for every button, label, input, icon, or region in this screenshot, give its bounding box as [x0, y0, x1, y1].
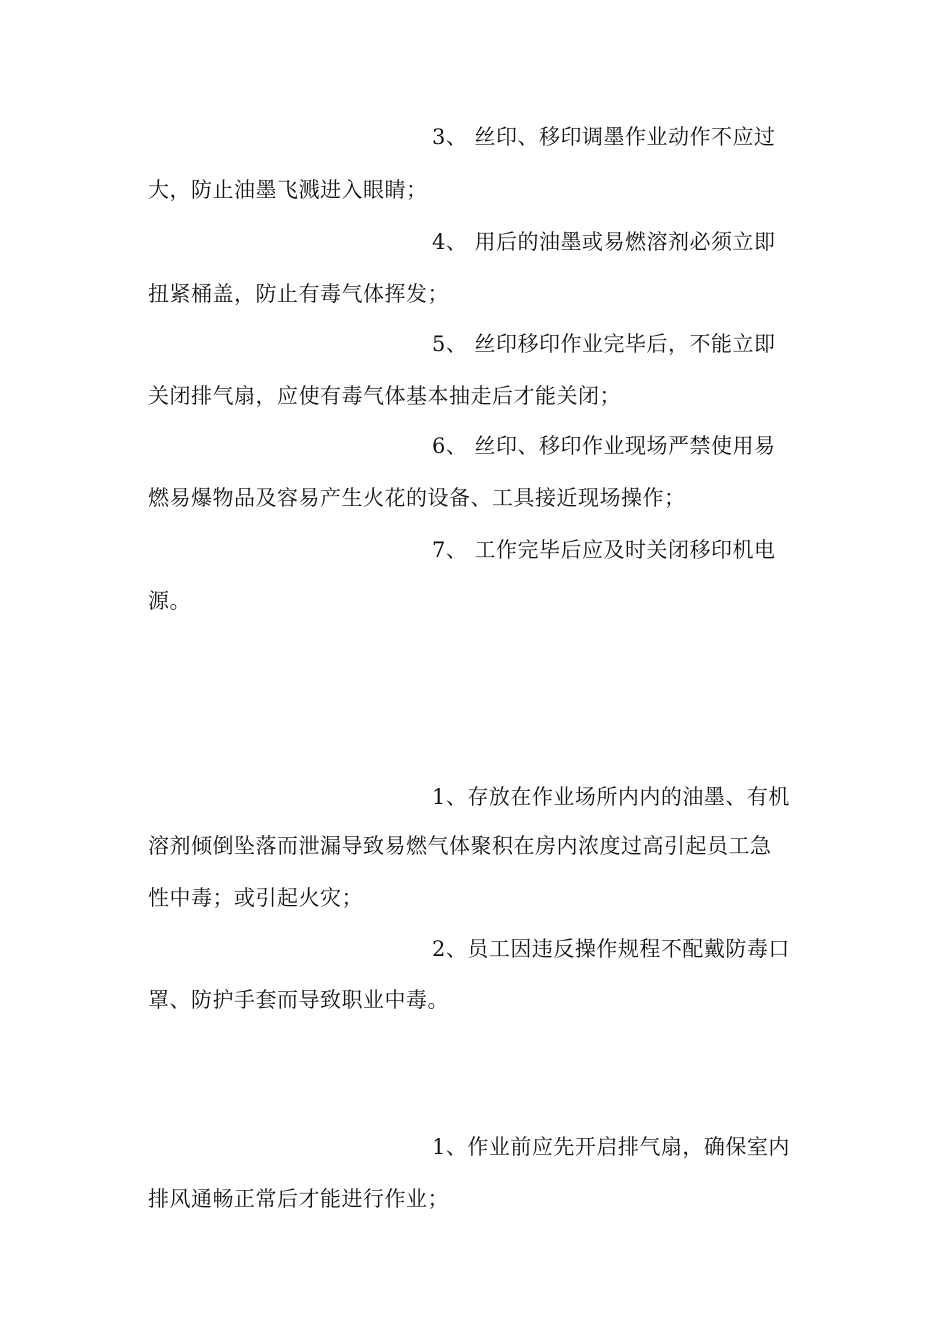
item-7-line-2: 源。 [148, 589, 191, 613]
hazard-2-line-2: 罩、防护手套而导致职业中毒。 [148, 988, 449, 1012]
item-3-line-1: 3、 丝印、移印调墨作业动作不应过 [432, 125, 776, 149]
item-5-line-2: 关闭排气扇，应使有毒气体基本抽走后才能关闭； [148, 384, 621, 408]
item-4-line-1: 4、 用后的油墨或易燃溶剂必须立即 [432, 230, 776, 254]
item-6-line-2: 燃易爆物品及容易产生火花的设备、工具接近现场操作； [148, 486, 686, 510]
item-4-line-2: 扭紧桶盖，防止有毒气体挥发； [148, 282, 449, 306]
hazard-1-line-2: 溶剂倾倒坠落而泄漏导致易燃气体聚积在房内浓度过高引起员工急 [148, 834, 772, 858]
measure-1-line-2: 排风通畅正常后才能进行作业； [148, 1187, 449, 1211]
item-5-line-1: 5、 丝印移印作业完毕后，不能立即 [432, 332, 776, 356]
measure-1-line-1: 1、作业前应先开启排气扇，确保室内 [432, 1135, 790, 1159]
item-3-line-2: 大，防止油墨飞溅进入眼睛； [148, 178, 428, 202]
hazard-1-line-3: 性中毒；或引起火灾； [148, 886, 363, 910]
item-6-line-1: 6、 丝印、移印作业现场严禁使用易 [432, 434, 776, 458]
hazard-2-line-1: 2、员工因违反操作规程不配戴防毒口 [432, 937, 790, 961]
hazard-1-line-1: 1、存放在作业场所内内的油墨、有机 [432, 785, 790, 809]
item-7-line-1: 7、 工作完毕后应及时关闭移印机电 [432, 538, 776, 562]
